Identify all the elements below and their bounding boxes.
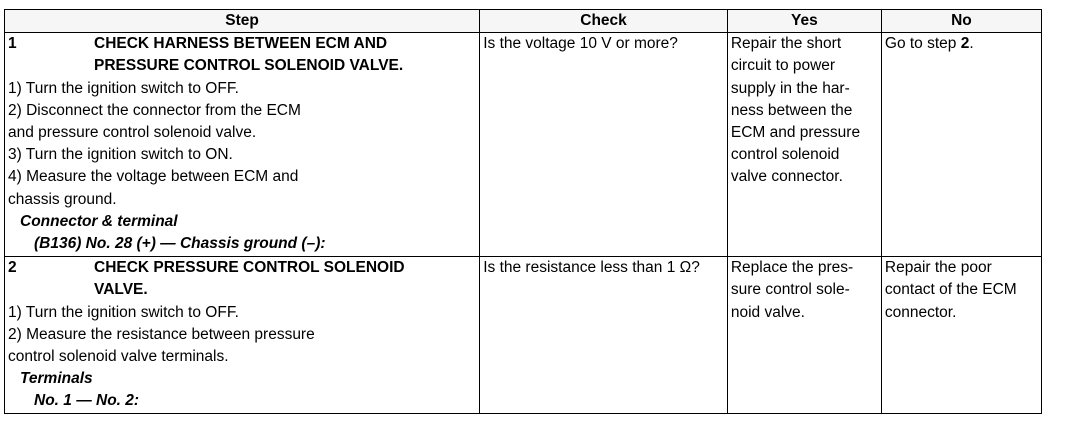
no-action — [885, 33, 1038, 55]
step-cell — [5, 257, 480, 414]
spec-label: Terminals — [20, 370, 93, 388]
yes-cell — [727, 33, 881, 257]
table-row — [5, 33, 1042, 257]
instruction-line: 2) Measure the resistance between pressure — [8, 325, 315, 343]
yes-line: ness between the — [730, 101, 853, 119]
check-question: Is the resistance less than 1 Ω? — [483, 259, 700, 277]
yes-cell — [727, 257, 881, 414]
spec-label: Connector & terminal — [20, 212, 178, 230]
instruction-line: 4) Measure the voltage between ECM and — [8, 168, 299, 186]
step-title-line: PRESSURE CONTROL SOLENOID VALVE. — [94, 57, 404, 75]
instruction-line: 3) Turn the ignition switch to ON. — [8, 146, 233, 164]
step-title-line: VALVE. — [94, 281, 148, 299]
yes-line: control solenoid — [730, 146, 840, 164]
instruction-line: chassis ground. — [8, 190, 117, 208]
instruction-line: control solenoid valve terminals. — [8, 348, 229, 366]
no-cell — [881, 33, 1041, 257]
instruction-line: and pressure control solenoid valve. — [8, 124, 257, 142]
yes-line: Replace the pres- — [730, 259, 854, 277]
yes-line: sure control sole- — [730, 281, 850, 299]
no-line: Repair the poor — [884, 259, 992, 277]
header-no: No — [881, 10, 1041, 33]
check-question: Is the voltage 10 V or more? — [483, 35, 678, 53]
spec-value: (B136) No. 28 (+) — Chassis ground (–): — [34, 235, 326, 253]
yes-line: circuit to power — [730, 57, 836, 75]
instruction-line: 1) Turn the ignition switch to OFF. — [8, 79, 239, 97]
spec-value: No. 1 — No. 2: — [34, 392, 140, 410]
yes-line: supply in the har- — [730, 79, 850, 97]
header-yes: Yes — [727, 10, 881, 33]
no-cell — [881, 257, 1041, 414]
yes-line: Repair the short — [730, 35, 842, 53]
header-step: Step — [5, 10, 480, 33]
table-header-row — [5, 10, 1042, 33]
header-check: Check — [480, 10, 728, 33]
no-line: contact of the ECM — [884, 281, 1017, 299]
instruction-line: 2) Disconnect the connector from the ECM — [8, 101, 301, 119]
diagnostic-table — [4, 9, 1042, 414]
check-cell — [480, 33, 728, 257]
step-title-line: CHECK PRESSURE CONTROL SOLENOID — [94, 259, 405, 277]
check-cell — [480, 257, 728, 414]
step-title-line: CHECK HARNESS BETWEEN ECM AND — [94, 35, 388, 53]
step-number: 1 — [8, 35, 17, 53]
no-line: connector. — [884, 303, 957, 321]
yes-line: ECM and pressure — [730, 124, 861, 142]
step-cell — [5, 33, 480, 257]
step-reference: 2 — [960, 35, 970, 53]
no-text: Go to step — [884, 35, 961, 53]
table-row — [5, 257, 1042, 414]
yes-line: noid valve. — [730, 303, 805, 321]
yes-line: valve connector. — [730, 168, 843, 186]
step-number: 2 — [8, 259, 17, 277]
no-suffix: . — [969, 35, 974, 53]
instruction-line: 1) Turn the ignition switch to OFF. — [8, 303, 239, 321]
